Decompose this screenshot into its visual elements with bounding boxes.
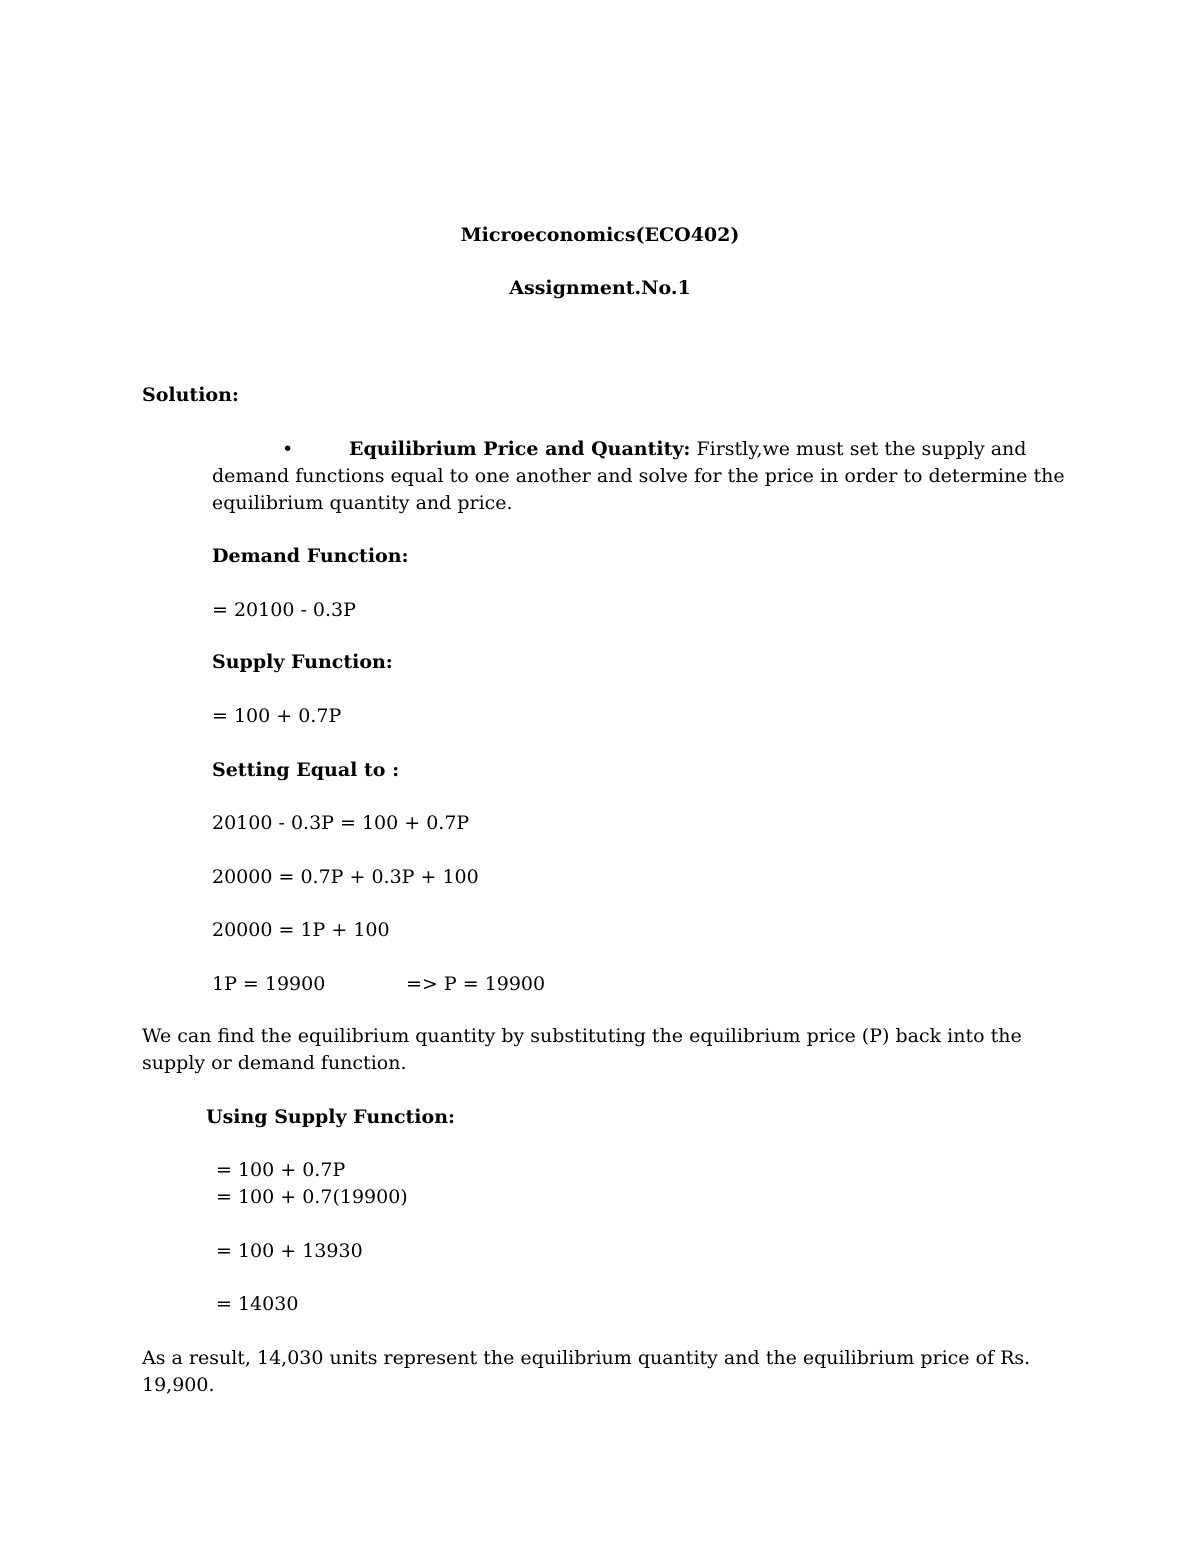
setting-step: 20000 = 0.7P + 0.3P + 100 bbox=[212, 866, 479, 888]
assignment-number: Assignment.No.1 bbox=[509, 277, 691, 299]
using-supply-step: = 100 + 13930 bbox=[216, 1240, 363, 1262]
using-supply-step: = 14030 bbox=[216, 1293, 299, 1315]
bullet-heading: Equilibrium Price and Quantity: bbox=[349, 438, 691, 460]
conclusion-line1: As a result, 14,030 units represent the equilibrium quantity and the equilibrium price of Rs. bbox=[142, 1347, 1031, 1369]
setting-final-left: 1P = 19900 bbox=[212, 973, 326, 995]
demand-equation: = 20100 - 0.3P bbox=[212, 599, 356, 621]
bullet-text-line1: Firstly,we must set the supply and bbox=[690, 438, 1027, 460]
using-supply-step: = 100 + 0.7P bbox=[216, 1159, 346, 1181]
bullet-first-line bbox=[349, 436, 1026, 463]
setting-step: 20100 - 0.3P = 100 + 0.7P bbox=[212, 812, 470, 834]
supply-equation: = 100 + 0.7P bbox=[212, 705, 342, 727]
bullet-text-line3: equilibrium quantity and price. bbox=[212, 492, 513, 514]
document-title: Microeconomics(ECO402) bbox=[460, 224, 740, 246]
conclusion-line2: 19,900. bbox=[142, 1374, 215, 1396]
using-supply-heading: Using Supply Function: bbox=[206, 1106, 456, 1128]
setting-heading: Setting Equal to : bbox=[212, 759, 400, 781]
using-supply-step: = 100 + 0.7(19900) bbox=[216, 1186, 408, 1208]
bullet-icon: • bbox=[282, 438, 294, 460]
substitution-text-line1: We can find the equilibrium quantity by substituting the equilibrium price (P) back into the bbox=[142, 1025, 1022, 1047]
bullet-text-line2: demand functions equal to one another and solve for the price in order to determine the bbox=[212, 465, 1065, 487]
setting-step: 20000 = 1P + 100 bbox=[212, 919, 390, 941]
setting-final-right: => P = 19900 bbox=[406, 973, 546, 995]
demand-heading: Demand Function: bbox=[212, 545, 409, 567]
solution-heading: Solution: bbox=[142, 384, 239, 406]
substitution-text-line2: supply or demand function. bbox=[142, 1052, 407, 1074]
supply-heading: Supply Function: bbox=[212, 651, 393, 673]
